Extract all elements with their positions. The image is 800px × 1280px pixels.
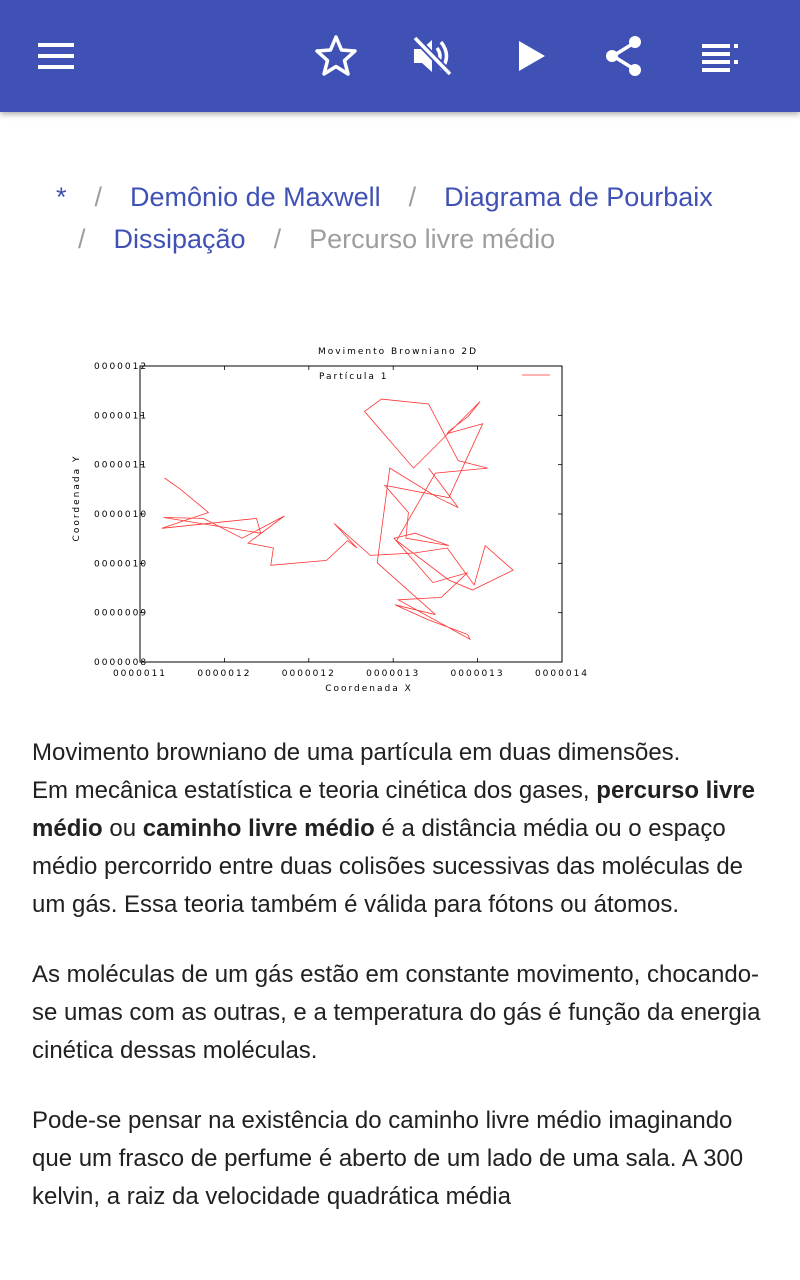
y-axis-label: Coordenada Y <box>72 454 82 542</box>
breadcrumb-item-home[interactable]: * <box>56 182 67 212</box>
y-tick-label: 0000008 <box>94 658 149 668</box>
y-tick-label: 0000010 <box>94 510 149 520</box>
x-tick-label: 0000012 <box>197 669 252 679</box>
x-tick-label: 0000013 <box>366 669 421 679</box>
breadcrumb-separator: / <box>94 182 103 212</box>
breadcrumb-separator: / <box>408 182 417 212</box>
x-tick-label: 0000013 <box>450 669 505 679</box>
x-tick-label: 0000012 <box>281 669 336 679</box>
breadcrumb-current: Percurso livre médio <box>309 224 556 254</box>
breadcrumb-separator: / <box>273 224 282 254</box>
term-bold: caminho livre médio <box>142 815 375 842</box>
y-tick-label: 0000011 <box>94 411 149 422</box>
breadcrumb <box>56 176 756 260</box>
menu-icon <box>36 36 76 76</box>
mute-button[interactable] <box>400 24 464 88</box>
app-toolbar <box>0 0 800 112</box>
y-tick-label: 0000012 <box>94 362 149 372</box>
paragraph: Pode-se pensar na existência do caminho livre médio imaginando que um frasco de perfume é aberto de um lado de uma sala. A 300 kelvin, a raiz da velocidade quadrática média <box>32 1107 744 1210</box>
chart-title: Movimento Browniano 2D <box>318 347 478 357</box>
article-body <box>32 734 768 1248</box>
x-axis-label: Coordenada X <box>325 684 413 694</box>
legend-label: Partícula 1 <box>319 372 389 382</box>
y-tick-label: 0000011 <box>94 460 149 471</box>
share-button[interactable] <box>592 24 656 88</box>
breadcrumb-item-demonio-de-maxwell[interactable]: Demônio de Maxwell <box>130 182 381 212</box>
play-button[interactable] <box>498 24 562 88</box>
term-bold: percurso livre médio <box>32 777 756 842</box>
favorite-button[interactable] <box>304 24 368 88</box>
intro-text: Em mecânica estatística e teoria cinética dos gases, <box>32 777 597 804</box>
brownian-motion-chart <box>64 340 624 700</box>
list-icon <box>700 36 740 76</box>
y-tick-label: 0000009 <box>94 608 149 619</box>
x-tick-label: 0000014 <box>534 669 590 679</box>
volume-off-icon <box>410 34 454 78</box>
share-icon <box>602 34 646 78</box>
breadcrumb-separator: / <box>78 224 86 254</box>
paragraph: As moléculas de um gás estão em constante movimento, chocando-se umas com as outras, e a temperatura do gás é função da energia cinética dessas moléculas. <box>32 961 761 1064</box>
figure-brownian-motion[interactable] <box>64 340 624 700</box>
x-tick-label: 0000011 <box>112 669 168 679</box>
table-of-contents-button[interactable] <box>688 24 752 88</box>
breadcrumb-item-dissipacao[interactable]: Dissipação <box>113 224 246 254</box>
menu-button[interactable] <box>24 24 88 88</box>
y-tick-label: 0000010 <box>94 559 149 570</box>
star-outline-icon <box>314 34 358 78</box>
breadcrumb-item-diagrama-de-pourbaix[interactable]: Diagrama de Pourbaix <box>444 182 713 212</box>
play-icon <box>510 36 550 76</box>
figure-caption: Movimento browniano de uma partícula em duas dimensões. Em mecânica estatística e teoria cinética dos gases, percurso livre médio ou caminho livre médio é a distância média ou o espaço médio percorrido entre duas colisões sucessivas das moléculas de um gás. Essa teoria também é válida para fótons ou átomos. <box>32 739 756 918</box>
